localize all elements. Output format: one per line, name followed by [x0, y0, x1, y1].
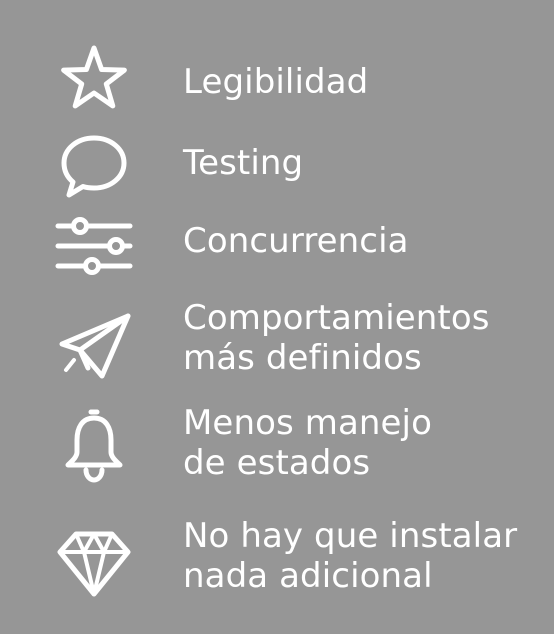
speech-bubble-icon [52, 122, 136, 206]
item-label [183, 221, 409, 261]
item-label [183, 298, 490, 378]
label-line: Legibilidad [183, 62, 369, 102]
star-icon [52, 38, 136, 122]
label-line: No hay que instalar [183, 516, 518, 556]
label-line: Testing [183, 143, 304, 183]
item-label [183, 516, 517, 596]
label-line: más definidos [183, 338, 422, 378]
label-line: nada adicional [183, 556, 433, 596]
item-label [183, 143, 303, 183]
item-label [183, 62, 368, 102]
paper-plane-icon [52, 302, 136, 386]
bell-icon [52, 404, 136, 488]
sliders-icon [52, 206, 136, 290]
label-line: Menos manejo [183, 403, 432, 443]
label-line: Comportamientos [183, 298, 490, 338]
diamond-icon [52, 518, 136, 602]
label-line: Concurrencia [183, 221, 409, 261]
item-label [183, 403, 432, 483]
label-line: de estados [183, 443, 371, 483]
